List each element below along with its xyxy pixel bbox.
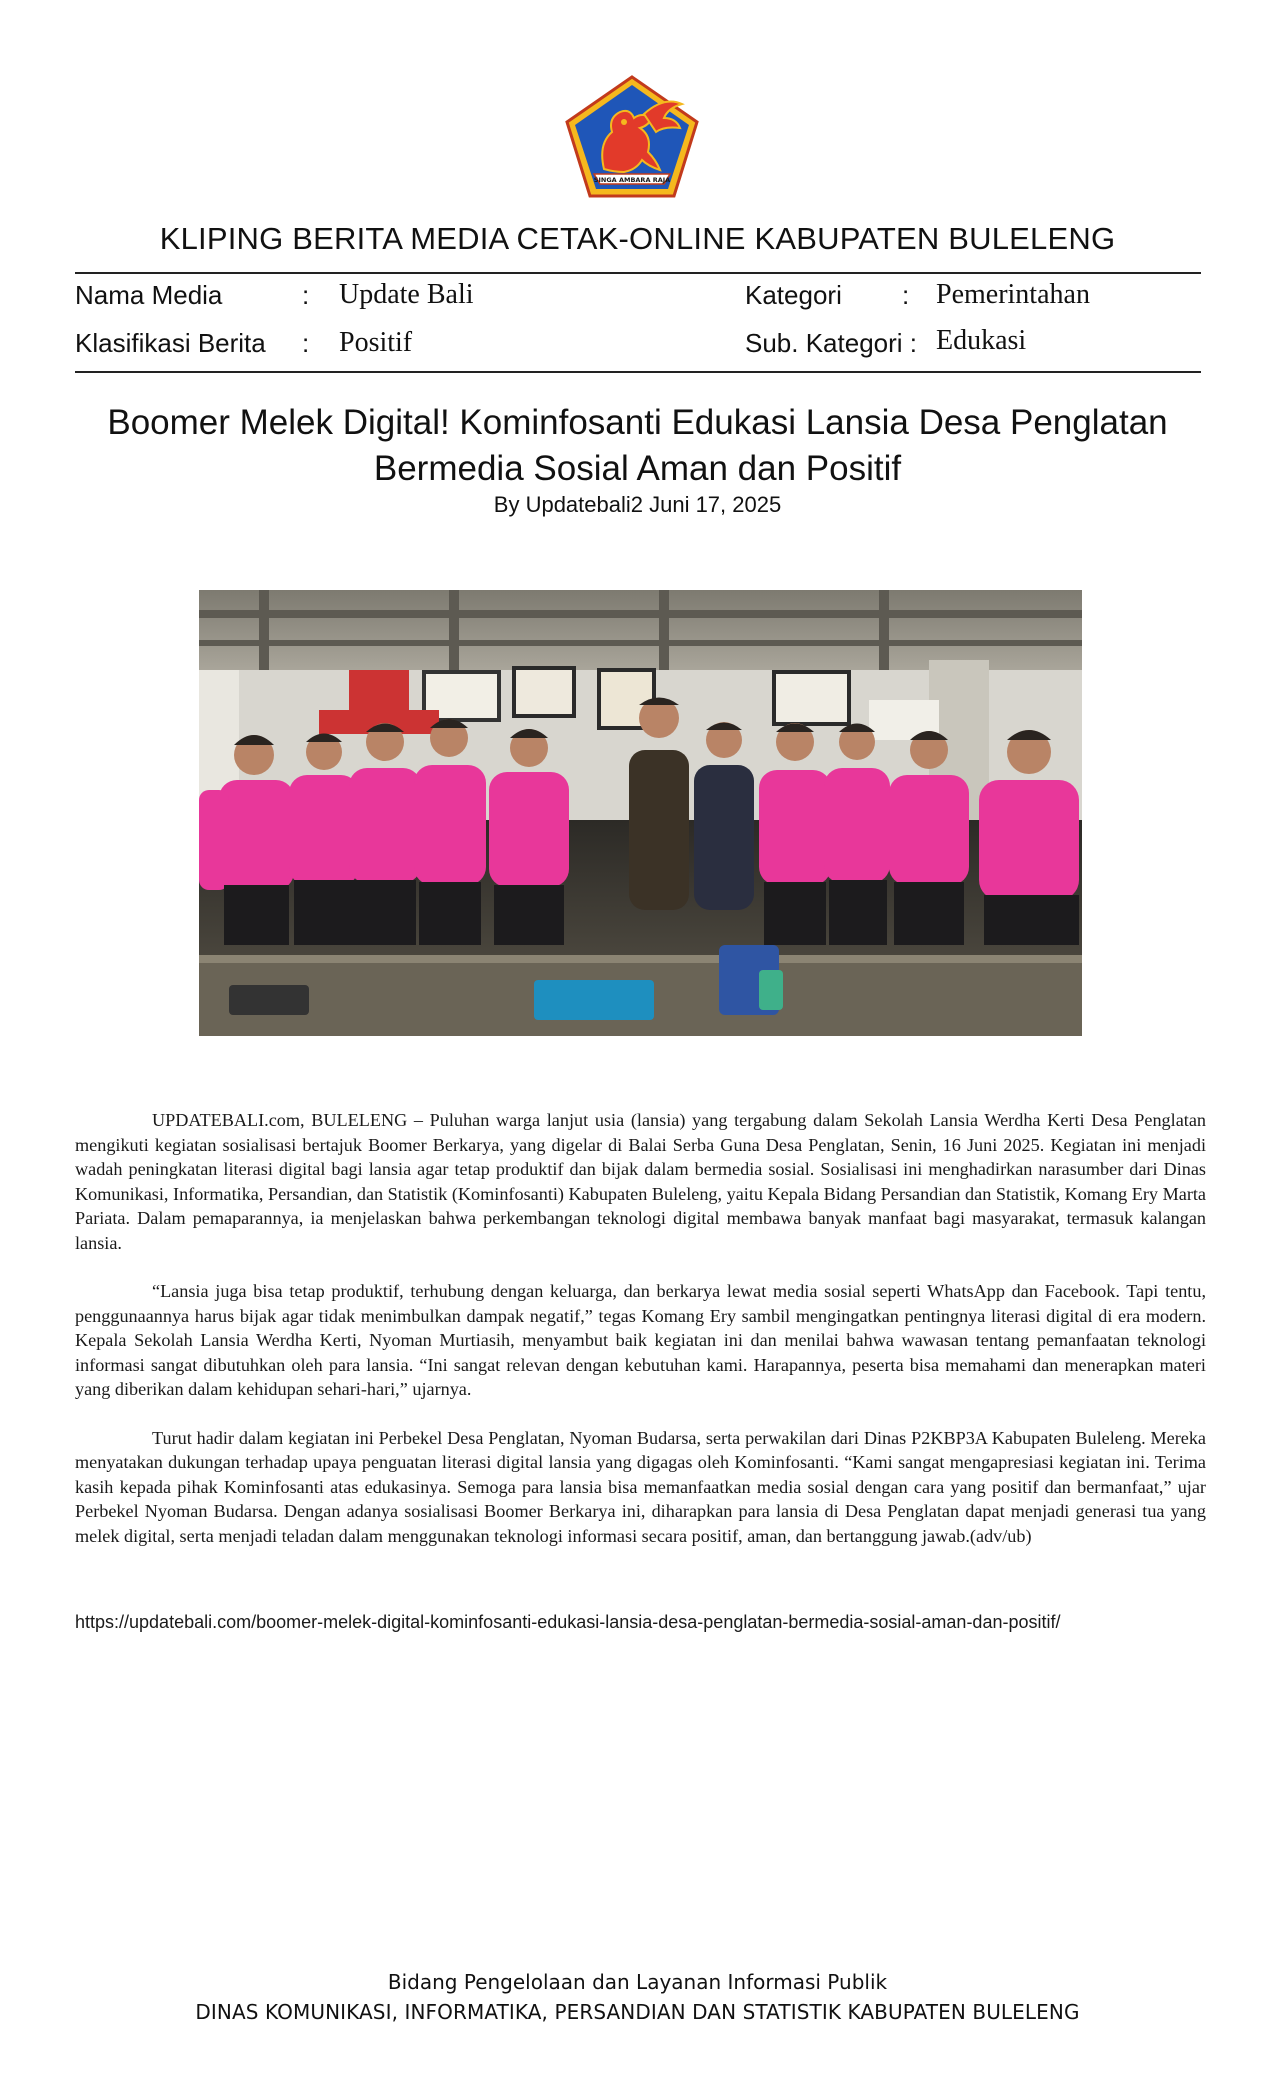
article-paragraph-1: UPDATEBALI.com, BULELENG – Puluhan warga lanjut usia (lansia) yang tergabung dalam Sekolah Lansia Werdha Kerti Desa Penglatan mengikuti kegiatan sosialisasi bertajuk Boomer Berkarya, yang digelar di Balai Serba Guna Desa Penglatan, Senin, 16 Juni 2025. Kegiatan ini menjadi wadah peningkatan literasi digital bagi lansia agar tetap produktif dan bijak dalam bermedia sosial. Sosialisasi ini menghadirkan narasumber dari Dinas Komunikasi, Informatika, Persandian, dan Statistik (Kominfosanti) Kabupaten Buleleng, yaitu Kepala Bidang Persandian dan Statistik, Komang Ery Marta Pariata. Dalam pemaparannya, ia menjelaskan bahwa perkembangan teknologi digital membawa banyak manfaat bagi masyarakat, termasuk kalangan lansia.	[75, 1110, 1206, 1253]
article-paragraph-2: “Lansia juga bisa tetap produktif, terhubung dengan keluarga, dan berkarya lewat media sosial seperti WhatsApp dan Facebook. Tapi tentu, penggunaannya harus bijak agar tidak menimbulkan dampak negatif,” tegas Komang Ery sambil mengingatkan pentingnya literasi digital di era modern. Kepala Sekolah Lansia Werdha Kerti, Nyoman Murtiasih, menyambut baik kegiatan ini dan menilai bahwa wawasan tentang pemanfaatan teknologi informasi sangat dibutuhkan oleh para lansia. “Ini sangat relevan dengan kebutuhan kami. Harapannya, peserta bisa memahami dan menerapkan materi yang diberikan dalam kehidupan sehari-hari,” ujarnya.	[75, 1281, 1206, 1399]
media-name-label: Nama Media	[75, 280, 223, 310]
article-title-line-2: Bermedia Sosial Aman dan Positif	[373, 449, 902, 488]
category-label: Kategori	[745, 280, 842, 310]
buleleng-crest-logo	[564, 74, 700, 200]
category-colon: :	[902, 280, 910, 310]
classification-colon: :	[302, 328, 310, 358]
article-body	[75, 1108, 1206, 1572]
article-byline: By Updatebali2 Juni 17, 2025	[493, 492, 782, 517]
footer-agency: DINAS KOMUNIKASI, INFORMATIKA, PERSANDIAN DAN STATISTIK KABUPATEN BULELENG	[195, 2000, 1080, 2024]
category-value: Pemerintahan	[936, 279, 1090, 310]
media-name-value: Update Bali	[339, 279, 474, 310]
header-divider-bottom	[75, 371, 1201, 373]
media-name-colon: :	[302, 280, 310, 310]
article-title-line-1: Boomer Melek Digital! Kominfosanti Edukasi Lansia Desa Penglatan	[107, 403, 1168, 442]
article-title	[80, 400, 1195, 492]
clipping-header-title: KLIPING BERITA MEDIA CETAK-ONLINE KABUPATEN BULELENG	[159, 221, 1116, 256]
subcategory-value: Edukasi	[936, 325, 1027, 356]
article-group-photo	[199, 590, 1082, 1036]
header-divider-top	[75, 272, 1201, 274]
article-source-link[interactable]: https://updatebali.com/boomer-melek-digital-kominfosanti-edukasi-lansia-desa-penglatan-bermedia-sosial-aman-dan-positif/	[75, 1612, 1061, 1632]
article-paragraph-3: Turut hadir dalam kegiatan ini Perbekel Desa Penglatan, Nyoman Budarsa, serta perwakilan dari Dinas P2KBP3A Kabupaten Buleleng. Mereka menyatakan dukungan terhadap upaya penguatan literasi digital lansia yang digagas oleh Kominfosanti. “Kami sangat mengapresiasi kegiatan ini. Terima kasih kepada pihak Kominfosanti atas edukasinya. Semoga para lansia bisa memanfaatkan media sosial dengan cara yang positif dan bermanfaat,” ujar Perbekel Nyoman Budarsa. Dengan adanya sosialisasi Boomer Berkarya ini, diharapkan para lansia di Desa Penglatan dapat menjadi generasi tua yang melek digital, serta menjadi teladan dalam menggunakan teknologi informasi secara positif, aman, dan bertanggung jawab.(adv/ub)	[75, 1427, 1206, 1546]
footer-division: Bidang Pengelolaan dan Layanan Informasi Publik	[387, 1970, 888, 1994]
subcategory-label: Sub. Kategori :	[745, 328, 917, 358]
logo-motto: SINGA AMBARA RAJA	[593, 176, 671, 184]
classification-value: Positif	[339, 327, 413, 358]
classification-label: Klasifikasi Berita	[75, 328, 266, 358]
